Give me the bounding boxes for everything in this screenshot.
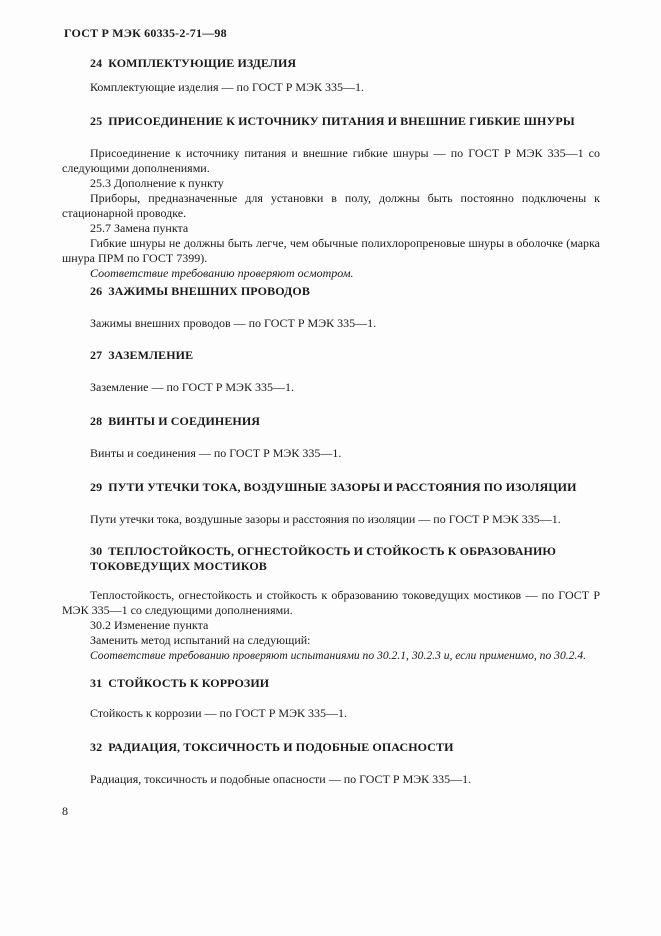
paragraph: Зажимы внешних проводов — по ГОСТ Р МЭК 335—1.	[90, 316, 377, 330]
section-number: 27	[90, 348, 103, 362]
paragraph: Гибкие шнуры не должны быть легче, чем обычные полихлоропреновые шнуры в оболочке (марка шнура ПРМ по ГОСТ 7399).	[62, 236, 600, 265]
section-number: 26	[90, 284, 103, 298]
page-number: 8	[62, 804, 68, 818]
subclause-label: 25.3 Дополнение к пункту	[90, 176, 224, 190]
subclause-label: 25.7 Замена пункта	[90, 221, 189, 235]
section-title: СТОЙКОСТЬ К КОРРОЗИИ	[108, 676, 270, 690]
section-29-body	[62, 512, 600, 527]
compliance-check: Соответствие требованию проверяют испытаниями по 30.2.1, 30.2.3 и, если применимо, по 30.2.4.	[90, 649, 587, 662]
section-number: 29	[90, 480, 103, 494]
paragraph: Присоединение к источнику питания и внешние гибкие шнуры — по ГОСТ Р МЭК 335—1 со следующими дополнениями.	[62, 146, 600, 175]
paragraph: Комплектующие изделия — по ГОСТ Р МЭК 335—1.	[90, 80, 365, 94]
section-title: ПУТИ УТЕЧКИ ТОКА, ВОЗДУШНЫЕ ЗАЗОРЫ И РАССТОЯНИЯ ПО ИЗОЛЯЦИИ	[108, 480, 577, 494]
section-24	[62, 56, 600, 71]
section-title: ВИНТЫ И СОЕДИНЕНИЯ	[108, 414, 261, 428]
section-32-body	[62, 772, 600, 787]
paragraph: Радиация, токсичность и подобные опасности — по ГОСТ Р МЭК 335—1.	[90, 772, 472, 786]
section-number: 25	[90, 114, 103, 128]
running-header: ГОСТ Р МЭК 60335-2-71—98	[64, 26, 227, 40]
section-number: 30	[90, 544, 103, 558]
subclause-label: 30.2 Изменение пункта	[90, 618, 209, 632]
section-heading	[62, 348, 600, 363]
section-title: КОМПЛЕКТУЮЩИЕ ИЗДЕЛИЯ	[108, 56, 297, 70]
section-number: 24	[90, 56, 103, 70]
paragraph: Стойкость к коррозии — по ГОСТ Р МЭК 335—1.	[90, 706, 348, 720]
paragraph: Заменить метод испытаний на следующий:	[90, 633, 311, 647]
section-26	[62, 284, 600, 299]
section-29	[62, 480, 600, 495]
section-32	[62, 740, 600, 755]
section-title: ПРИСОЕДИНЕНИЕ К ИСТОЧНИКУ ПИТАНИЯ И ВНЕШНИЕ ГИБКИЕ ШНУРЫ	[108, 114, 575, 128]
paragraph: Винты и соединения — по ГОСТ Р МЭК 335—1.	[90, 446, 342, 460]
section-31	[62, 676, 600, 691]
paragraph: Пути утечки тока, воздушные зазоры и расстояния по изоляции — по ГОСТ Р МЭК 335—1.	[90, 512, 561, 526]
section-number: 28	[90, 414, 103, 428]
section-heading	[62, 480, 600, 495]
section-heading	[62, 676, 600, 691]
section-31-body	[62, 706, 600, 721]
section-heading	[62, 544, 600, 574]
section-27-body	[62, 380, 600, 395]
section-30-body	[62, 588, 600, 663]
section-28-body	[62, 446, 600, 461]
section-25-body	[62, 146, 600, 281]
section-title: ТЕПЛОСТОЙКОСТЬ, ОГНЕСТОЙКОСТЬ И СТОЙКОСТЬ К ОБРАЗОВАНИЮ	[108, 544, 556, 558]
section-27	[62, 348, 600, 363]
section-heading	[62, 284, 600, 299]
section-number: 32	[90, 740, 103, 754]
section-24-body	[62, 80, 600, 95]
paragraph: Приборы, предназначенные для установки в полу, должны быть постоянно подключены к стационарной проводке.	[62, 191, 600, 220]
section-heading	[62, 414, 600, 429]
section-30	[62, 544, 600, 574]
section-28	[62, 414, 600, 429]
section-title: РАДИАЦИЯ, ТОКСИЧНОСТЬ И ПОДОБНЫЕ ОПАСНОСТИ	[108, 740, 454, 754]
section-number: 31	[90, 676, 103, 690]
paragraph: Теплостойкость, огнестойкость и стойкость к образованию токоведущих мостиков — по ГОСТ Р МЭК 335—1 со следующими дополнениями.	[62, 588, 600, 617]
section-heading	[62, 56, 600, 71]
section-title: ЗАЗЕМЛЕНИЕ	[108, 348, 194, 362]
paragraph: Заземление — по ГОСТ Р МЭК 335—1.	[90, 380, 294, 394]
compliance-check: Соответствие требованию проверяют осмотром.	[90, 266, 354, 280]
section-heading	[62, 740, 600, 755]
section-heading	[62, 114, 600, 129]
section-title: ЗАЖИМЫ ВНЕШНИХ ПРОВОДОВ	[108, 284, 310, 298]
section-25	[62, 114, 600, 129]
section-title-cont: ТОКОВЕДУЩИХ МОСТИКОВ	[90, 559, 267, 573]
section-26-body	[62, 316, 600, 331]
